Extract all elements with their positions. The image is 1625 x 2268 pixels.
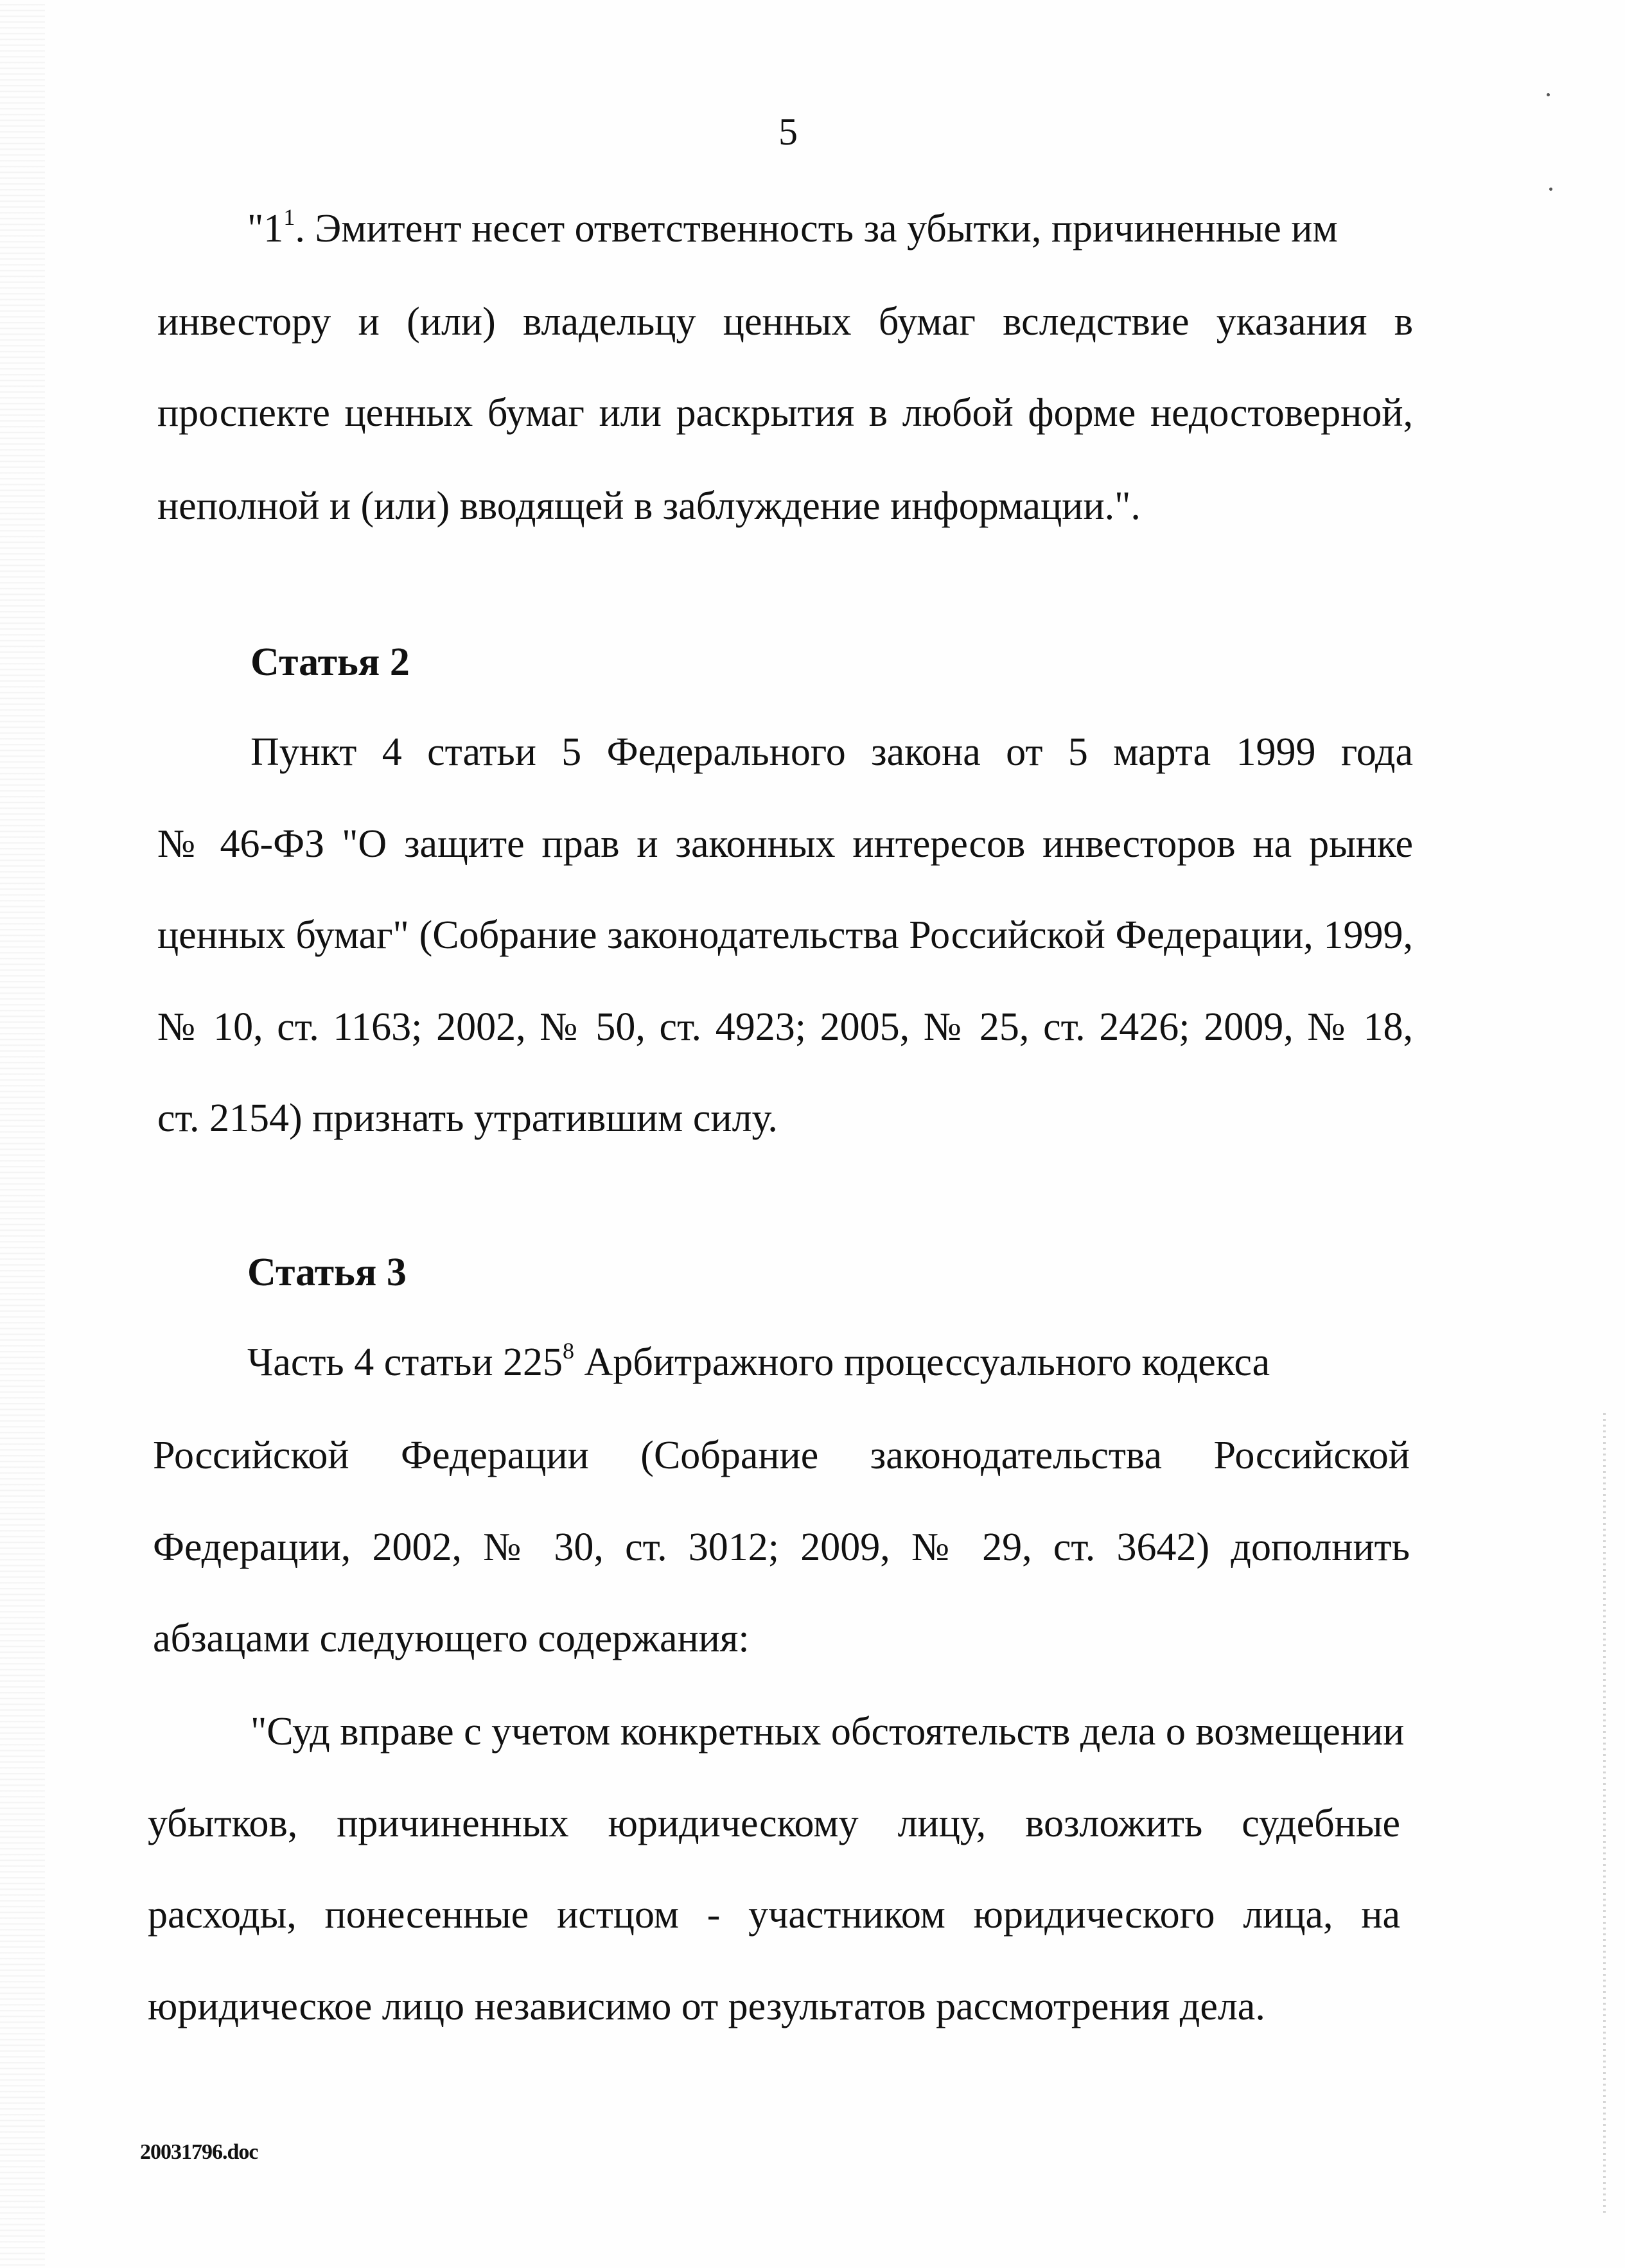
- paragraph-line: [247, 1338, 1410, 1384]
- paragraph-line: расходы, понесенные истцом - участником юридического лица, на: [148, 1893, 1400, 1937]
- superscript: 8: [563, 1338, 575, 1364]
- paragraph-line: проспекте ценных бумаг или раскрытия в любой форме недостоверной,: [157, 391, 1413, 435]
- scan-edge-noise-right: [1603, 1413, 1606, 2216]
- paragraph-line: ценных бумаг" (Собрание законодательства Российской Федерации, 1999,: [157, 913, 1413, 957]
- article-heading: Статья 2: [250, 640, 410, 684]
- scan-edge-noise-left: [0, 0, 45, 2268]
- line-text: Часть 4 статьи $225^8$ Арбитражного процессуального кодекса: [247, 1338, 1270, 1384]
- paragraph-line: юридическое лицо независимо от результатов рассмотрения дела.: [148, 1985, 1265, 2028]
- page-number: 5: [778, 110, 798, 153]
- paragraph-line: № 10, ст. 1163; 2002, № 50, ст. 4923; 2005, № 25, ст. 2426; 2009, № 18,: [157, 1005, 1413, 1049]
- line-text: "$1^1$. Эмитент несет ответственность за убытки, причиненные им: [247, 204, 1338, 251]
- paragraph-line: инвестору и (или) владельцу ценных бумаг вследствие указания в: [157, 300, 1413, 344]
- footer-filename: 20031796.doc: [140, 2140, 258, 2164]
- paragraph-line: № 46-ФЗ "О защите прав и законных интересов инвесторов на рынке: [157, 822, 1413, 866]
- scan-speck: [1549, 188, 1552, 191]
- scan-speck: [1547, 93, 1550, 96]
- paragraph-line: Пункт 4 статьи 5 Федерального закона от 5 марта 1999 года: [250, 730, 1413, 774]
- paragraph-line: "Суд вправе с учетом конкретных обстоятельств дела о возмещении: [250, 1710, 1405, 1754]
- paragraph-line: [247, 204, 1413, 251]
- superscript: 1: [283, 204, 295, 230]
- paragraph-line: абзацами следующего содержания:: [153, 1617, 750, 1660]
- paragraph-line: Федерации, 2002, № 30, ст. 3012; 2009, № 29, ст. 3642) дополнить: [153, 1525, 1410, 1569]
- paragraph-line: ст. 2154) признать утратившим силу.: [157, 1096, 778, 1140]
- article-heading: Статья 3: [247, 1251, 407, 1294]
- paragraph-line: Российской Федерации (Собрание законодательства Российской: [153, 1434, 1410, 1477]
- paragraph-line: убытков, причиненных юридическому лицу, возложить судебные: [148, 1802, 1400, 1845]
- paragraph-line: неполной и (или) вводящей в заблуждение информации.".: [157, 484, 1141, 528]
